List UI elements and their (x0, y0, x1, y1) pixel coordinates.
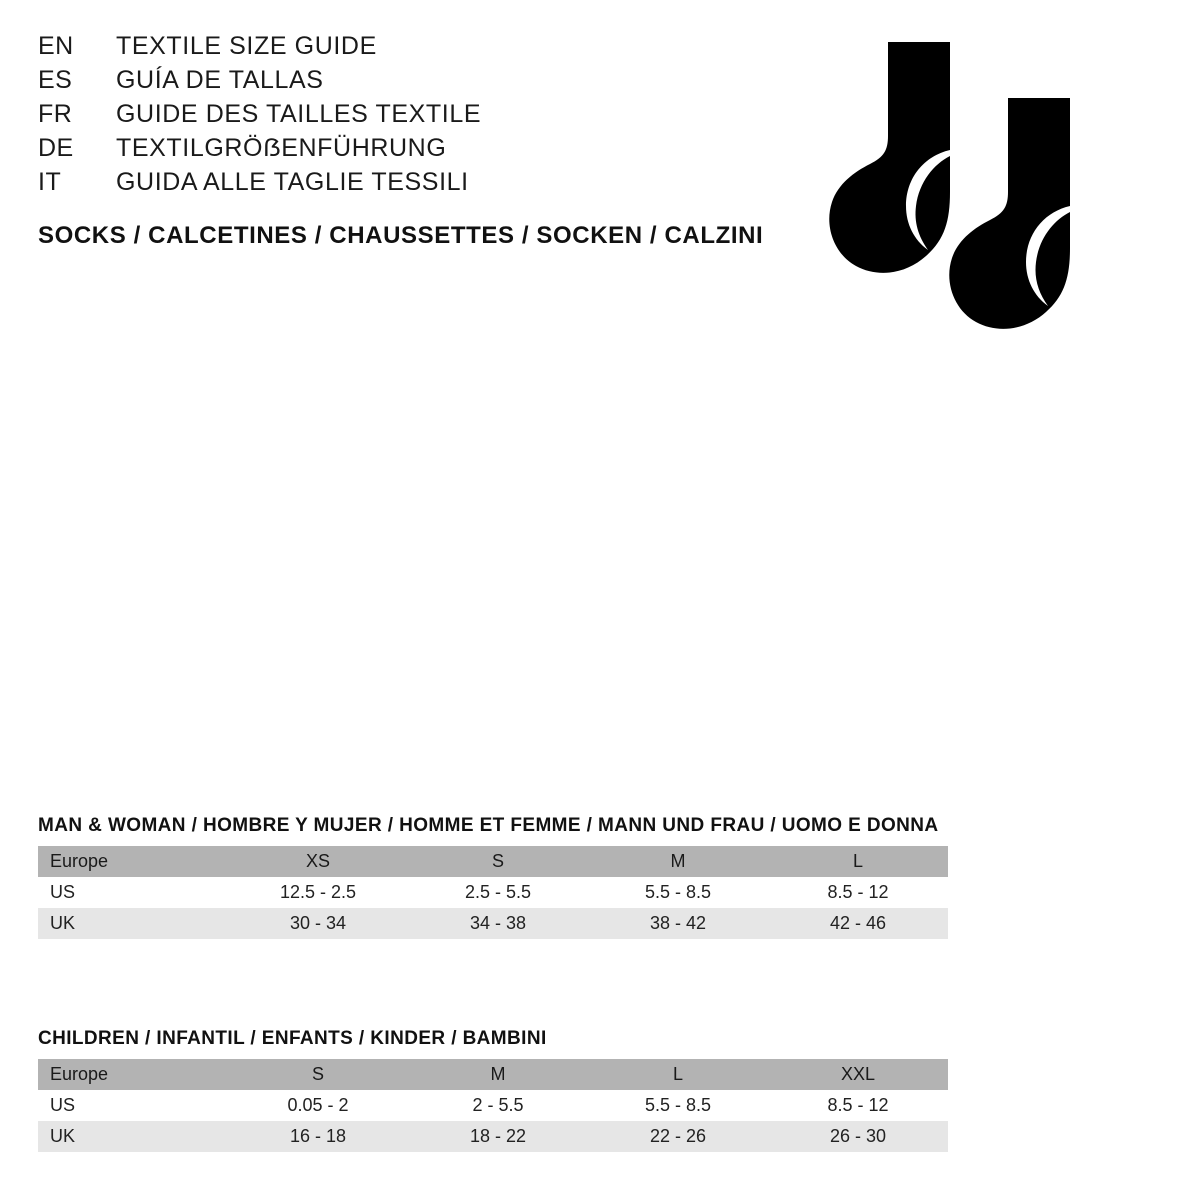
adult-europe-value-2: S (408, 846, 588, 877)
children-row-label-us: US (38, 1090, 228, 1121)
language-code-en: EN (38, 32, 74, 60)
children-europe-value-4: XXL (768, 1059, 948, 1090)
language-row (38, 100, 758, 134)
children-size-section (38, 1028, 948, 1152)
adult-europe-value-4: L (768, 846, 948, 877)
table-row (38, 1090, 948, 1121)
children-uk-value-2: 18 - 22 (408, 1121, 588, 1152)
adult-row-label-uk: UK (38, 908, 228, 939)
language-code-fr: FR (38, 100, 73, 128)
adult-row-label-us: US (38, 877, 228, 908)
language-text-en: TEXTILE SIZE GUIDE (116, 32, 377, 60)
adult-section-title: MAN & WOMAN / HOMBRE Y MUJER / HOMME ET FEMME / MANN UND FRAU / UOMO E DONNA (38, 815, 939, 836)
children-us-value-1: 0.05 - 2 (228, 1090, 408, 1121)
table-row (38, 908, 948, 939)
children-us-value-3: 5.5 - 8.5 (588, 1090, 768, 1121)
children-us-value-2: 2 - 5.5 (408, 1090, 588, 1121)
language-code-it: IT (38, 168, 62, 196)
children-europe-value-2: M (408, 1059, 588, 1090)
language-text-de: TEXTILGRÖẞENFÜHRUNG (116, 134, 447, 162)
adult-size-section (38, 815, 948, 939)
adult-us-value-4: 8.5 - 12 (768, 877, 948, 908)
children-uk-value-1: 16 - 18 (228, 1121, 408, 1152)
language-row (38, 168, 758, 202)
children-uk-value-3: 22 - 26 (588, 1121, 768, 1152)
adult-uk-value-1: 30 - 34 (228, 908, 408, 939)
table-row (38, 1059, 948, 1090)
children-uk-value-4: 26 - 30 (768, 1121, 948, 1152)
table-row (38, 877, 948, 908)
language-text-fr: GUIDE DES TAILLES TEXTILE (116, 100, 482, 128)
children-europe-value-3: L (588, 1059, 768, 1090)
adult-uk-value-2: 34 - 38 (408, 908, 588, 939)
adult-europe-value-1: XS (228, 846, 408, 877)
language-code-es: ES (38, 66, 73, 94)
language-row (38, 134, 758, 168)
language-title-block (38, 32, 758, 202)
table-row (38, 846, 948, 877)
children-us-value-4: 8.5 - 12 (768, 1090, 948, 1121)
children-row-label-europe: Europe (38, 1059, 228, 1090)
adult-us-value-1: 12.5 - 2.5 (228, 877, 408, 908)
adult-us-value-2: 2.5 - 5.5 (408, 877, 588, 908)
language-row (38, 32, 758, 66)
children-row-label-uk: UK (38, 1121, 228, 1152)
adult-us-value-3: 5.5 - 8.5 (588, 877, 768, 908)
adult-uk-value-4: 42 - 46 (768, 908, 948, 939)
adult-europe-value-3: M (588, 846, 768, 877)
language-text-it: GUIDA ALLE TAGLIE TESSILI (116, 168, 469, 196)
adult-size-table (38, 846, 948, 939)
children-europe-value-1: S (228, 1059, 408, 1090)
children-size-table (38, 1059, 948, 1152)
language-row (38, 66, 758, 100)
adult-row-label-europe: Europe (38, 846, 228, 877)
product-category-title: SOCKS / CALCETINES / CHAUSSETTES / SOCKEN / CALZINI (38, 222, 764, 249)
adult-uk-value-3: 38 - 42 (588, 908, 768, 939)
language-code-de: DE (38, 134, 74, 162)
socks-pair-icon (800, 30, 1140, 370)
table-row (38, 1121, 948, 1152)
children-section-title: CHILDREN / INFANTIL / ENFANTS / KINDER / BAMBINI (38, 1028, 547, 1049)
language-text-es: GUÍA DE TALLAS (116, 66, 324, 94)
